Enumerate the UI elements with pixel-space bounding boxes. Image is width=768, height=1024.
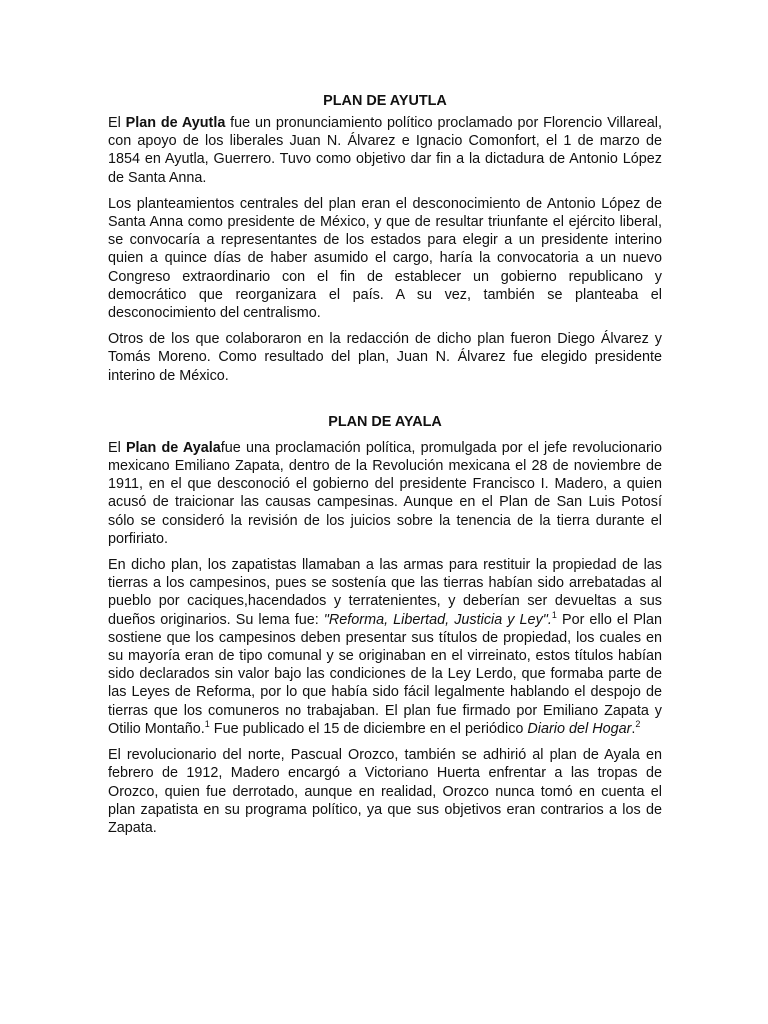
document-page [108,92,662,845]
paragraph-ayala-intro [108,439,662,548]
footnote-ref: 1 [551,609,557,620]
paragraph-ayutla-planteamientos: Los planteamientos centrales del plan eran el desconocimiento de Antonio López de Santa Anna como presidente de México, y que de resultar triunfante el ejército liberal, se convocaría a representantes de los estados para elegir a un presidente interino quien a quince días de haber asumido el cargo, haría la convocatoria a un nuevo Congreso extraordinario con el fin de establecer un gobierno republicano y democrático que reorganizara el país. A su vez, también se planteaba el desconocimiento del centralismo. [108,195,662,322]
text-run: Fue publicado el 15 de diciembre en el periódico [209,720,528,737]
text-run: El [108,439,126,456]
motto-quote: "Reforma, Libertad, Justicia y Ley". [323,611,552,628]
text-run: Por ello el Plan sostiene que los campesinos deben presentar sus títulos de propiedad, los cuales en su mayoría eran de tipo comunal y se originaban en el virreinato, estos títulos habían sido declarados sin valor bajo las condiciones de la Ley Lerdo, que formaba parte de las Leyes de Reforma, por lo que había sido fácil legalmente hablando el despojo de tierras que los comuneros no trabajaban. El plan fue firmado por Emiliano Zapata y Otilio Montaño. [108,611,662,737]
text-run: fue un pronunciamiento político proclamado por Florencio Villareal, con apoyo de los liberales Juan N. Álvarez e Ignacio Comonfort, el 1 de marzo de 1854 en Ayutla, Guerrero. Tuvo como objetivo dar fin a la dictadura de Antonio López de Santa Anna. [108,115,663,186]
section-title-ayutla: PLAN DE AYUTLA [323,93,447,109]
newspaper-name: Diario del Hogar [527,720,632,737]
term-plan-de-ayala: Plan de Ayala [125,439,221,456]
footnote-ref: 2 [635,719,641,730]
footnote-ref: 1 [204,719,210,730]
paragraph-ayutla-colaboradores: Otros de los que colaboraron en la redacción de dicho plan fueron Diego Álvarez y Tomás Moreno. Como resultado del plan, Juan N. Álvarez fue elegido presidente interino de México. [108,331,662,384]
paragraph-ayala-orozco: El revolucionario del norte, Pascual Orozco, también se adhirió al plan de Ayala en febrero de 1912, Madero encargó a Victoriano Huerta enfrentar a las tropas de Orozco, quien fue derrotado, aunque en realidad, Orozco nunca tomó en cuenta el plan zapatista en su programa político, ya que sus objetivos eran contrarios a los de Zapata. [108,747,662,836]
paragraph-ayala-zapatistas [108,556,662,738]
text-run: En dicho plan, los zapatistas llamaban a las armas para restituir la propiedad de las tierras a los campesinos, pues se sostenía que las tierras habían sido arrebatadas al pueblo por caciques,hacendados y terratenientes, y deberían ser devueltas a sus dueños originarios. Su lema fue: [108,557,662,628]
text-run: El [108,115,126,131]
section-title-ayala: PLAN DE AYALA [328,413,442,430]
text-run: . [631,720,636,737]
text-run: fue una proclamación política, promulgada por el jefe revolucionario mexicano Emiliano Zapata, dentro de la Revolución mexicana el 28 de noviembre de 1911, en el que desconoció el gobierno del presidente Francisco I. Madero, a quien acusó de traicionar las causas campesinas. Aunque en el Plan de San Luis Potosí sólo se consideró la revisión de los juicios sobre la tenencia de la tierra durante el porfiriato. [108,439,662,547]
paragraph-ayutla-intro [108,114,662,187]
term-plan-de-ayutla: Plan de Ayutla [125,115,226,131]
